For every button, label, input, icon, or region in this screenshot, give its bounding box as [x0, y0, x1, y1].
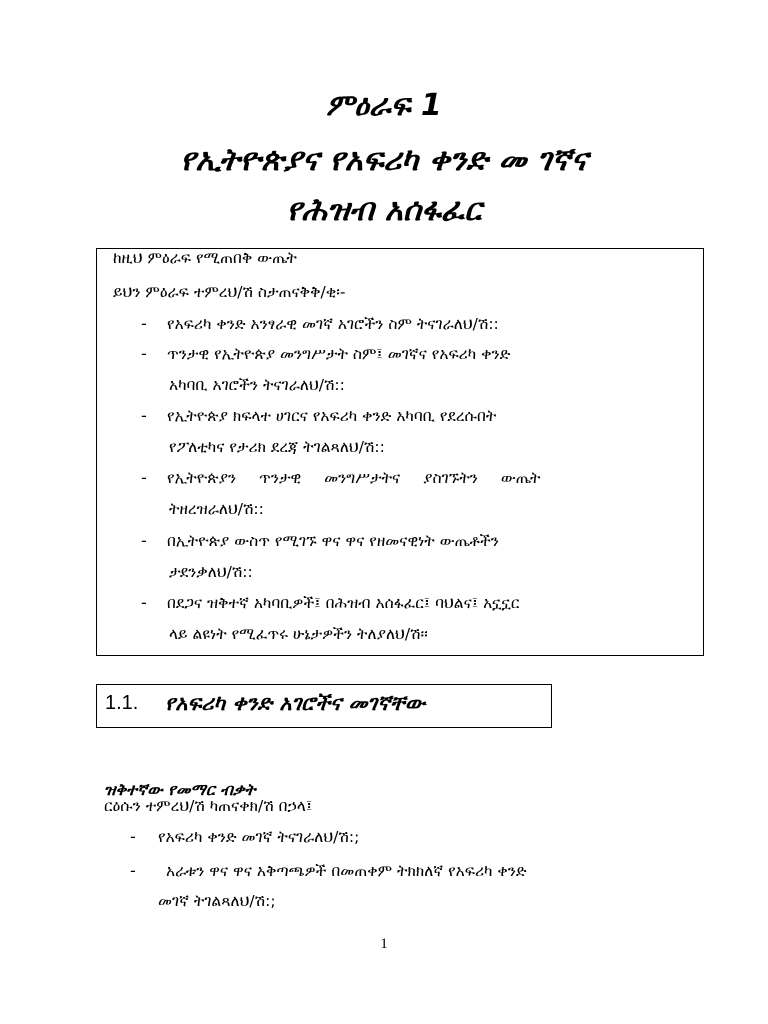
- section-number: 1.1.: [105, 692, 139, 714]
- objective-item-4-line1: የኢትዮጵያን ጥንታዊ መንግሥታትና ያስገኙትን ውጤት: [167, 469, 541, 487]
- competency-intro: ርዕሱን ተምረህ/ሽ ካጠናቀክ/ሽ በኃላ፤: [104, 797, 313, 815]
- objectives-intro: ይህን ምዕራፍ ተምረህ/ሽ ስታጠናቅቅ/ቂ፡-: [113, 283, 346, 301]
- objective-item-5-line2: ታደንቃለህ/ሽ::: [169, 563, 253, 581]
- section-heading-box: [96, 684, 552, 728]
- bullet-dash: -: [130, 827, 136, 846]
- objective-item-3-line1: የኢትዮጵያ ክፍላተ ሀገርና የአፍሪካ ቀንድ አካባቢ የደረሱበት: [167, 407, 497, 425]
- section-title: የአፍሪካ ቀንድ አገሮችና መገኛቸው: [165, 691, 426, 715]
- competency-item-2-line2: መገኛ ትገልጻለህ/ሽ:;: [158, 892, 276, 910]
- objective-item-6-line1: በደጋና ዝቅተኛ አካባቢዎች፤ በሕዝብ አሰፋፈር፤ ባህልና፤ አኗኗር: [167, 594, 520, 612]
- objective-item-6-line2: ላይ ልዩነት የሚፈጥሩ ሁኔታዎችን ትለያለህ/ሽ፡፡: [169, 625, 428, 643]
- competency-item-1: የአፍሪካ ቀንድ መገኛ ትናገራለህ/ሽ:;: [158, 828, 360, 846]
- competency-heading: ዝቅተኛው የመማር ብቃት: [104, 780, 256, 799]
- objectives-box: [96, 248, 704, 656]
- bullet-dash: -: [141, 531, 147, 550]
- objective-item-2-line2: አካባቢ አገሮችን ትናገራለህ/ሽ::: [169, 376, 345, 394]
- bullet-dash: -: [141, 468, 147, 487]
- competency-item-2-line1: አራቱን ዋና ዋና አቅጣጫዎች በመጠቀም ትክክለኛ የአፍሪካ ቀንድ: [166, 862, 527, 880]
- bullet-dash: -: [141, 406, 147, 425]
- objective-item-2-line1: ጥንታዊ የኢትዮጵያ መንግሥታት ስም፤ መገኛና የአፍሪካ ቀንድ: [167, 345, 511, 363]
- page-number: 1: [380, 936, 388, 952]
- objective-item-3-line2: የፖለቲካና የታሪክ ደረጃ ትገልጻለህ/ሽ::: [169, 438, 385, 456]
- bullet-dash: -: [141, 593, 147, 612]
- objectives-heading: ከዚህ ምዕራፍ የሚጠበቅ ውጤት: [113, 249, 297, 267]
- objective-item-4-line2: ትዘረዝራለህ/ሽ::: [169, 500, 264, 518]
- chapter-label: ምዕራፍ 1: [326, 88, 442, 123]
- objective-item-1: የአፍሪካ ቀንድ አንፃራዊ መገኛ አገሮችን ስም ትናገራለህ/ሽ::: [167, 315, 499, 333]
- chapter-title-line1: የኢትዮጵያና የአፍሪካ ቀንድ መ ገኛና: [180, 142, 588, 178]
- bullet-dash: -: [130, 861, 136, 880]
- bullet-dash: -: [141, 344, 147, 363]
- bullet-dash: -: [141, 314, 147, 333]
- objective-item-5-line1: በኢትዮጵያ ውስጥ የሚገኙ ዋና ዋና የዘመናዊነት ውጤቶችን: [167, 532, 499, 550]
- chapter-title-line2: የሕዝብ አሰፋፈር: [286, 192, 482, 228]
